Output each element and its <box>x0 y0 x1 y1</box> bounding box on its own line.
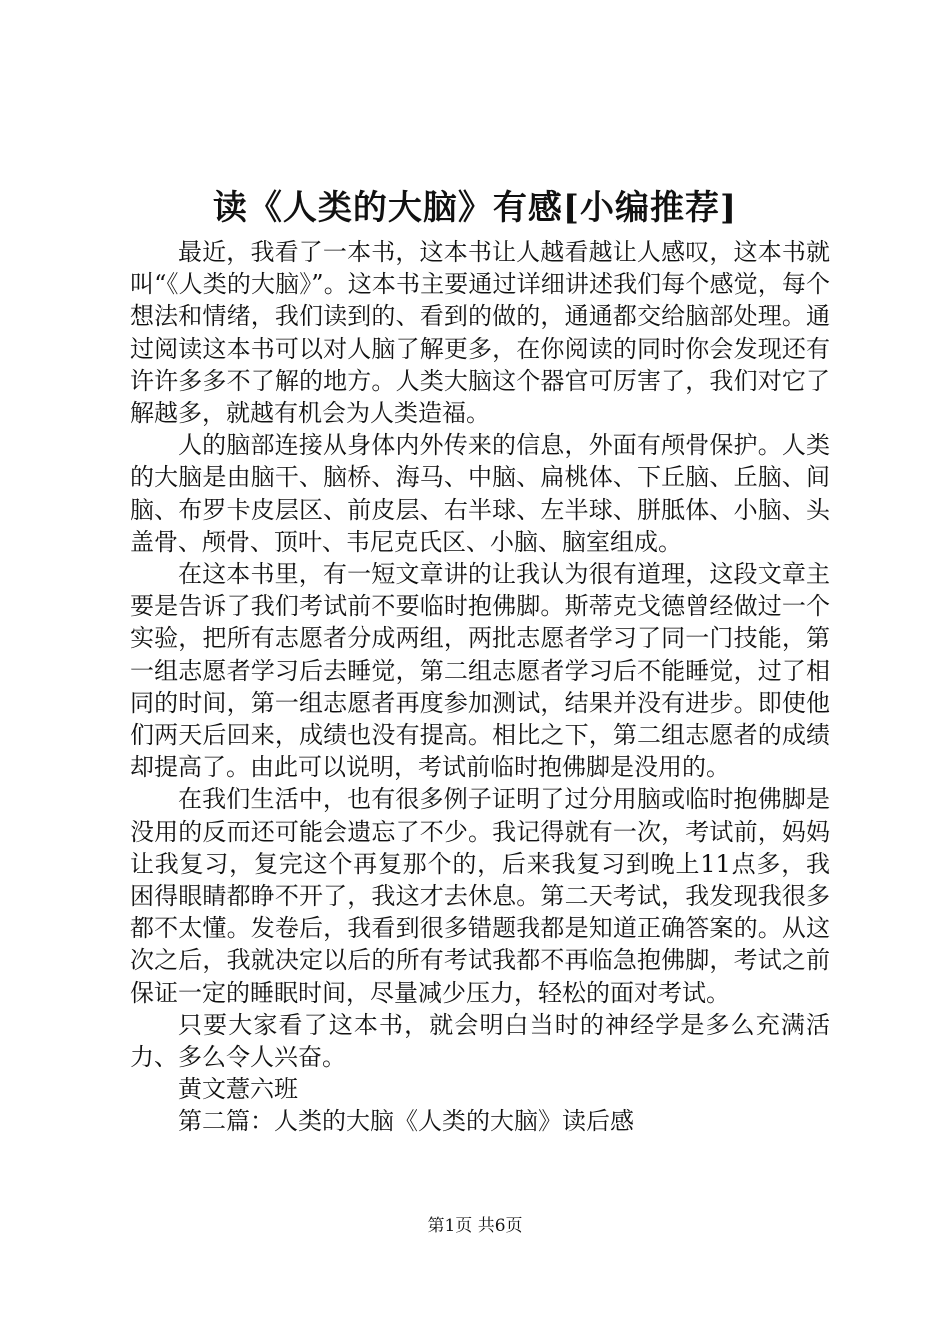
paragraph-brain-parts: 人的脑部连接从身体内外传来的信息，外面有颅骨保护。人类的大脑是由脑干、脑桥、海马、中脑、扁桃体、下丘脑、丘脑、间脑、布罗卡皮层区、前皮层、右半球、左半球、胼胝体、小脑、头盖骨、颅骨、顶叶、韦尼克氏区、小脑、脑室组成。 <box>130 431 830 556</box>
document-body <box>130 236 830 1138</box>
paragraph-author: 黄文薏六班 <box>178 1075 298 1104</box>
paragraph-intro: 最近，我看了一本书，这本书让人越看越让人感叹，这本书就叫“《人类的大脑》”。这本书主要通过详细讲述我们每个感觉，每个想法和情绪，我们读到的、看到的做的，通通都交给脑部处理。通过阅读这本书可以对人脑了解更多，在你阅读的同时你会发现还有许许多多不了解的地方。人类大脑这个器官可厉害了，我们对它了解越多，就越有机会为人类造福。 <box>130 238 830 428</box>
page-footer: 第1页 共6页 <box>427 1216 523 1236</box>
paragraph-conclusion: 只要大家看了这本书，就会明白当时的神经学是多么充满活力、多么令人兴奋。 <box>130 1010 830 1072</box>
paragraph-personal-story: 在我们生活中，也有很多例子证明了过分用脑或临时抱佛脚是没用的反而还可能会遗忘了不少。我记得就有一次，考试前，妈妈让我复习，复完这个再复那个的，后来我复习到晚上11点多，我困得眼睛都睁不开了，我这才去休息。第二天考试，我发现我很多都不太懂。发卷后，我看到很多错题我都是知道正确答案的。从这次之后，我就决定以后的所有考试我都不再临急抱佛脚，考试之前保证一定的睡眠时间，尽量减少压力，轻松的面对考试。 <box>130 785 830 1007</box>
paragraph-next-title: 第二篇：人类的大脑《人类的大脑》读后感 <box>178 1107 634 1136</box>
paragraph-experiment: 在这本书里，有一短文章讲的让我认为很有道理，这段文章主要是告诉了我们考试前不要临时抱佛脚。斯蒂克戈德曾经做过一个实验，把所有志愿者分成两组，两批志愿者学习了同一门技能，第一组志愿者学习后去睡觉，第二组志愿者学习后不能睡觉，过了相同的时间，第一组志愿者再度参加测试，结果并没有进步。即使他们两天后回来，成绩也没有提高。相比之下，第二组志愿者的成绩却提高了。由此可以说明，考试前临时抱佛脚是没用的。 <box>130 560 830 782</box>
document-title: 读《人类的大脑》有感[小编推荐] <box>212 188 738 228</box>
